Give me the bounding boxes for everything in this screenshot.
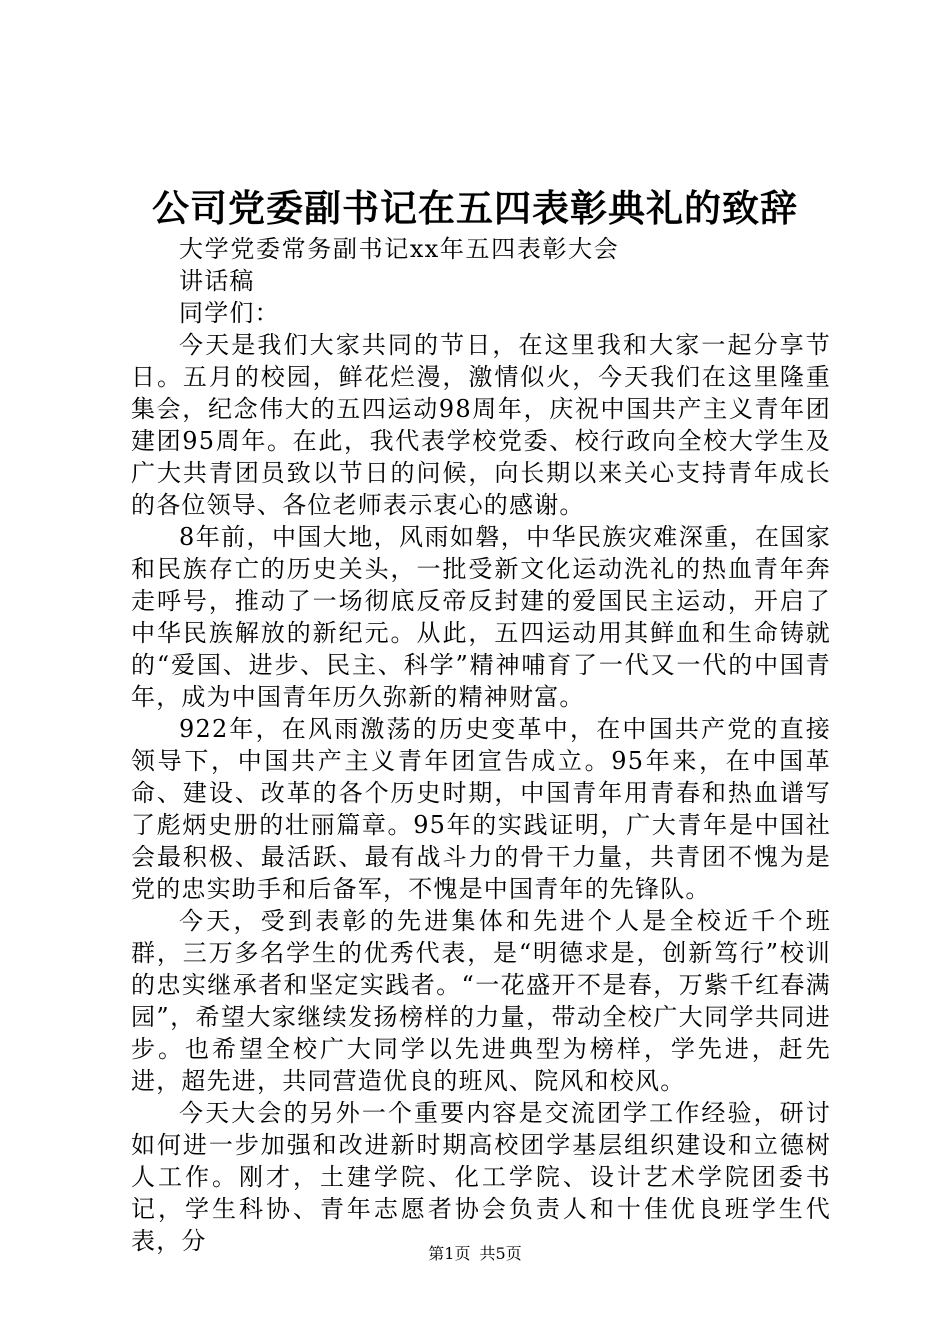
document-body xyxy=(131,233,831,1257)
page-total: 共5页 xyxy=(479,1244,522,1263)
paragraph: 8年前，中国大地，风雨如磐，中华民族灾难深重，在国家和民族存亡的历史关头，一批受新文化运动洗礼的热血青年奔走呼号，推动了一场彻底反帝反封建的爱国民主运动，开启了中华民族解放的新纪元。从此，五四运动用其鲜血和生命铸就的“爱国、进步、民主、科学”精神哺育了一代又一代的中国青年，成为中国青年历久弥新的精神财富。 xyxy=(131,523,831,711)
paragraph: 922年，在风雨激荡的历史变革中，在中国共产党的直接领导下，中国共产主义青年团宣告成立。95年来，在中国革命、建设、改革的各个历史时期，中国青年用青春和热血谱写了彪炳史册的壮丽篇章。95年的实践证明，广大青年是中国社会最积极、最活跃、最有战斗力的骨干力量，共青团不愧为是党的忠实助手和后备军，不愧是中国青年的先锋队。 xyxy=(131,715,831,903)
page-footer xyxy=(0,1244,950,1264)
salutation: 同学们： xyxy=(179,299,280,327)
page-number: 第1页 xyxy=(428,1244,471,1263)
paragraph: 今天是我们大家共同的节日，在这里我和大家一起分享节日。五月的校园，鲜花烂漫，激情似火，今天我们在这里隆重集会，纪念伟大的五四运动98周年，庆祝中国共产主义青年团建团95周年。在此，我代表学校党委、校行政向全校大学生及广大共青团员致以节日的问候，向长期以来关心支持青年成长的各位领导、各位老师表示衷心的感谢。 xyxy=(131,331,831,519)
paragraph: 今天大会的另外一个重要内容是交流团学工作经验，研讨如何进一步加强和改进新时期高校团学基层组织建设和立德树人工作。刚才，土建学院、化工学院、设计艺术学院团委书记，学生科协、青年志愿者协会负责人和十佳优良班学生代表，分 xyxy=(131,1099,831,1255)
document-subtitle: 大学党委常务副书记xx年五四表彰大会讲话稿 xyxy=(179,235,619,295)
paragraph: 今天，受到表彰的先进集体和先进个人是全校近千个班群，三万多名学生的优秀代表，是“明德求是，创新笃行”校训的忠实继承者和坚定实践者。“一花盛开不是春，万紫千红春满园”，希望大家继续发扬榜样的力量，带动全校广大同学共同进步。也希望全校广大同学以先进典型为榜样，学先进，赶先进，超先进，共同营造优良的班风、院风和校风。 xyxy=(131,907,831,1095)
document-title: 公司党委副书记在五四表彰典礼的致辞 xyxy=(152,186,798,230)
